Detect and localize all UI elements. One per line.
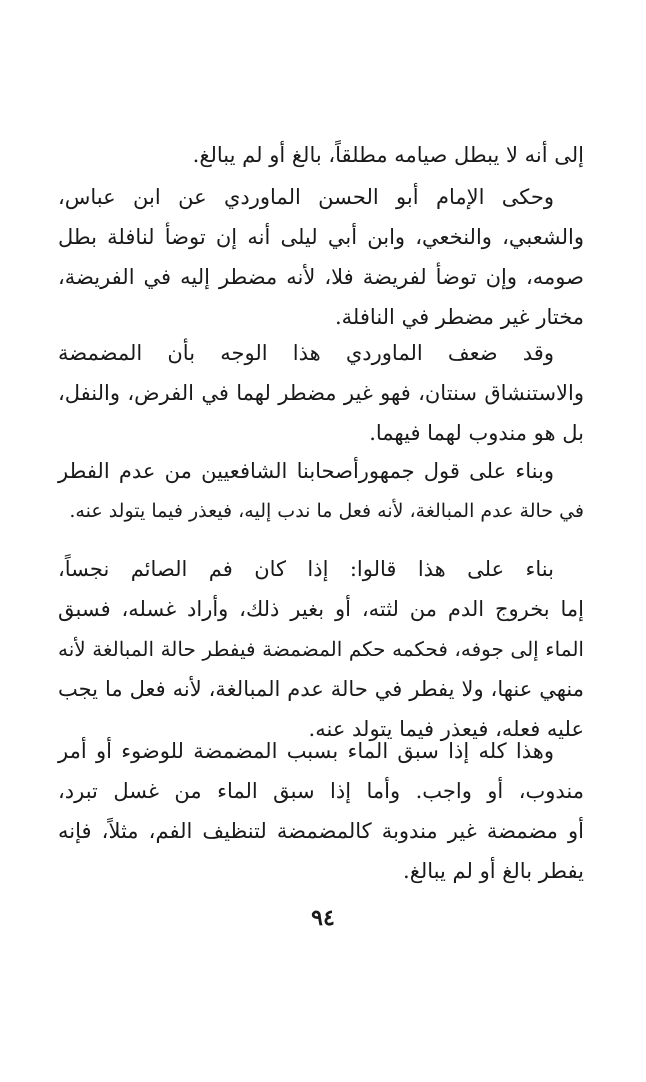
- paragraph-line: يفطر بالغ أو لم يبالغ.: [403, 859, 584, 883]
- paragraph-line: بناء على هذا قالوا: إذا كان فم الصائم نجساً،: [58, 557, 554, 581]
- paragraph-line: إما بخروج الدم من لثته، أو بغير ذلك، وأراد غسله، فسبق: [58, 597, 584, 621]
- paragraph-line: مختار غير مضطر في النافلة.: [335, 305, 584, 329]
- paragraph-line: عليه فعله، فيعذر فيما يتولد عنه.: [308, 717, 584, 741]
- paragraph-line: والشعبي، والنخعي، وابن أبي ليلى أنه إن توضأ لنافلة بطل: [58, 225, 584, 249]
- paragraph-line: وحكى الإمام أبو الحسن الماوردي عن ابن عباس،: [58, 185, 554, 209]
- paragraph-line: وهذا كله إذا سبق الماء بسبب المضمضة للوضوء أو أمر: [58, 739, 554, 763]
- paragraph-line: إلى أنه لا يبطل صيامه مطلقاً، بالغ أو لم يبالغ.: [192, 143, 584, 167]
- paragraph-2: [58, 177, 584, 337]
- paragraph-line: وقد ضعف الماوردي هذا الوجه بأن المضمضة: [58, 341, 554, 365]
- paragraph-line: منهي عنها، ولا يفطر في حالة عدم المبالغة، لأنه فعل ما يجب: [58, 677, 584, 701]
- paragraph-line: صومه، وإن توضأ لفريضة فلا، لأنه مضطر إليه في الفريضة،: [58, 265, 584, 289]
- paragraph-line: وبناء على قول جمهورأصحابنا الشافعيين من عدم الفطر: [58, 459, 554, 483]
- paragraph-line: بل هو مندوب لهما فيهما.: [369, 421, 584, 445]
- page-number: ٩٤: [311, 905, 335, 931]
- paragraph-6: [58, 731, 584, 891]
- paragraph-line: أو مضمضة غير مندوبة كالمضمضة لتنظيف الفم، مثلاً، فإنه: [58, 819, 584, 843]
- paragraph-4: [58, 451, 584, 531]
- paragraph-line: في حالة عدم المبالغة، لأنه فعل ما ندب إليه، فيعذر فيما يتولد عنه.: [69, 500, 584, 522]
- paragraph-line: والاستنشاق سنتان، فهو غير مضطر لهما في الفرض، والنفل،: [58, 381, 584, 405]
- paragraph-line: مندوب، أو واجب. وأما إذا سبق الماء من غسل تبرد،: [58, 779, 584, 803]
- paragraph-line: الماء إلى جوفه، فحكمه حكم المضمضة فيفطر حالة المبالغة لأنه: [58, 637, 584, 661]
- paragraph-3: [58, 333, 584, 453]
- paragraph-1: [58, 135, 584, 175]
- paragraph-5: [58, 549, 584, 749]
